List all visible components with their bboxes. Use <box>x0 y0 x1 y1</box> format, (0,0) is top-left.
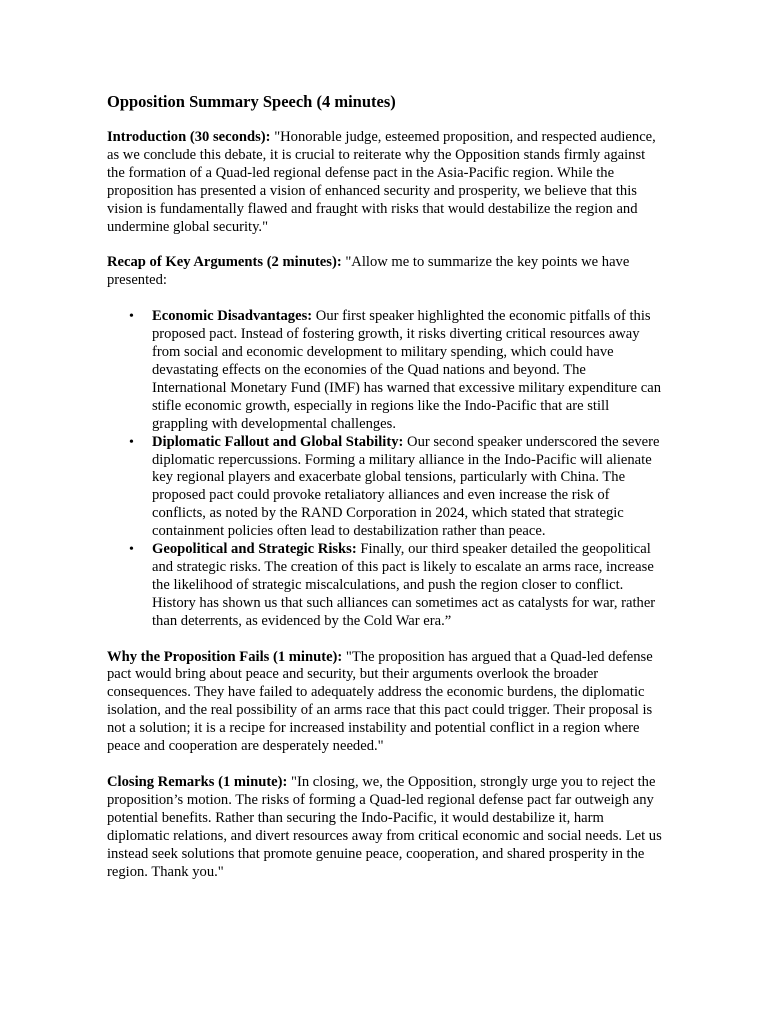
document-title: Opposition Summary Speech (4 minutes) <box>107 92 396 111</box>
proposition-fails-text: "The proposition has argued that a Quad-led defense pact would bring about peace and security, but their arguments overlook the broader consequences. They have failed to adequately address the economic burdens, the diplomatic isolation, and the real possibility of an arms race that this pact could trigger. Their proposal is not a solution; it is a recipe for increased instability and potential conflict in a region where peace and cooperation are desperately needed." <box>107 648 653 755</box>
list-item-geopolitical <box>129 541 663 631</box>
introduction-paragraph <box>107 129 663 236</box>
economic-heading: Economic Disadvantages: <box>152 308 313 325</box>
introduction-text: "Honorable judge, esteemed proposition, and respected audience, as we conclude this debate, it is crucial to reiterate why the Opposition stands firmly against the formation of a Quad-led regional defense pact in the Asia-Pacific region. While the proposition has presented a vision of enhanced security and prosperity, we believe that this vision is fundamentally flawed and fraught with risks that would destabilize the region and undermine global security." <box>107 129 656 235</box>
economic-text: Our first speaker highlighted the economic pitfalls of this proposed pact. Instead of fostering growth, it risks diverting critical resources away from social and economic development to military spending, which could have devastating effects on the economies of the Quad nations and beyond. The International Monetary Fund (IMF) has warned that excessive military expenditure can stifle economic growth, especially in regions like the Indo-Pacific that are still grappling with developmental challenges. <box>152 308 661 432</box>
proposition-fails-heading: Why the Proposition Fails (1 minute): <box>107 648 343 665</box>
bullet-icon: • <box>129 542 134 558</box>
recap-heading: Recap of Key Arguments (2 minutes): <box>107 254 342 271</box>
recap-paragraph <box>107 254 663 290</box>
bullet-icon: • <box>129 434 134 450</box>
list-item-economic <box>129 308 663 433</box>
introduction-heading: Introduction (30 seconds): <box>107 129 271 145</box>
bullet-icon: • <box>129 309 134 325</box>
geopolitical-heading: Geopolitical and Strategic Risks: <box>152 541 357 558</box>
closing-heading: Closing Remarks (1 minute): <box>107 774 288 790</box>
document-page <box>107 92 663 899</box>
list-item-diplomatic <box>129 433 663 541</box>
recap-text: "Allow me to summarize the key points we have presented: <box>107 254 630 289</box>
arguments-list <box>107 308 663 630</box>
diplomatic-heading: Diplomatic Fallout and Global Stability: <box>152 433 404 450</box>
geopolitical-text: Finally, our third speaker detailed the geopolitical and strategic risks. The creation of this pact is likely to escalate an arms race, increase the likelihood of strategic miscalculations, and push the region closer to conflict. History has shown us that such alliances can sometimes act as catalysts for war, rather than deterrents, as evidenced by the Cold War era.” <box>152 541 656 629</box>
proposition-fails-paragraph <box>107 649 663 756</box>
closing-paragraph <box>107 774 663 881</box>
closing-text: "In closing, we, the Opposition, strongly urge you to reject the proposition’s motion. The risks of forming a Quad-led regional defense pact far outweigh any potential benefits. Rather than securing the Indo-Pacific, it would destabilize it, harm diplomatic relations, and divert resources away from critical economic and social needs. Let us instead seek solutions that promote genuine peace, cooperation, and shared prosperity in the region. Thank you." <box>107 774 662 880</box>
diplomatic-text: Our second speaker underscored the severe diplomatic repercussions. Forming a military alliance in the Indo-Pacific will alienate key regional players and exacerbate global tensions, particularly with China. The proposed pact could provoke retaliatory alliances and even increase the risk of conflicts, as noted by the RAND Corporation in 2024, which stated that strategic containment policies often lead to destabilization rather than peace. <box>152 433 660 540</box>
